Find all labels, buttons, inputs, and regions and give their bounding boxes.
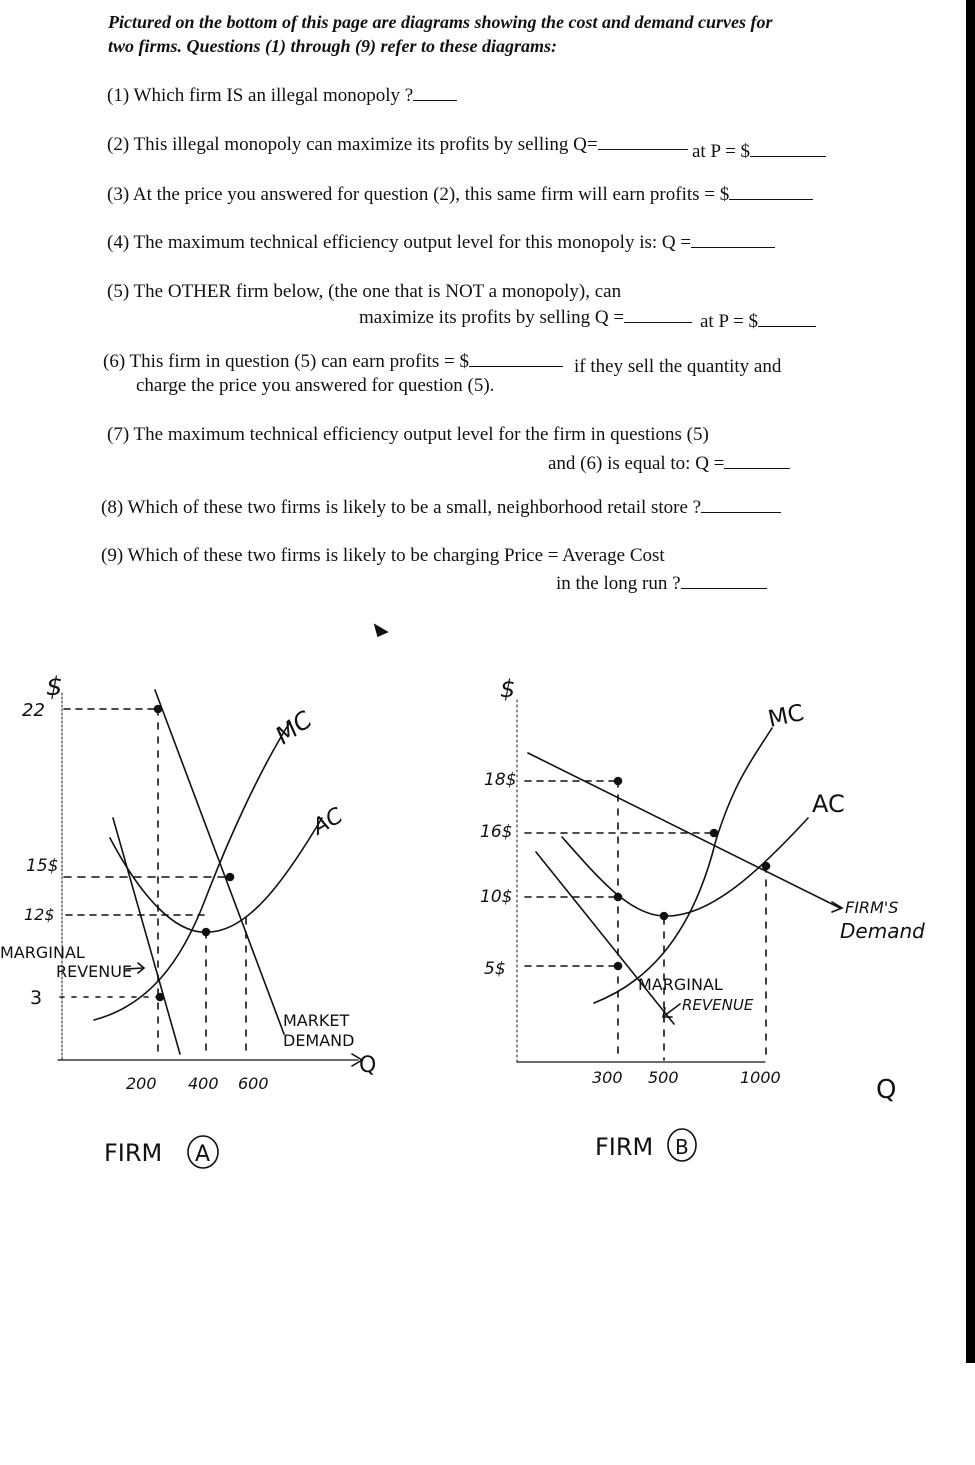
question-7-line-1: (7) The maximum technical efficiency output level for the firm in questions (5) <box>107 424 709 445</box>
firm-b-q-axis: Q <box>876 1075 897 1105</box>
question-9-line-2: in the long run ? <box>556 572 767 595</box>
point-mc-demand <box>227 874 234 881</box>
point-ac-300 <box>615 894 622 901</box>
firm-b-dollar-axis: $ <box>500 675 516 703</box>
firm-a-ac-label: AC <box>308 803 348 841</box>
question-5-line-2: maximize its profits by selling Q = <box>359 306 692 329</box>
intro-line-2: two firms. Questions (1) through (9) refer to these diagrams: <box>108 36 558 56</box>
question-3: (3) At the price you answered for question (2), this same firm will earn profits = $ <box>107 183 813 206</box>
qty-label-600: 600 <box>238 1074 269 1093</box>
mr-label-line-2: REVENUE <box>56 962 133 981</box>
question-2-price: at P = $ <box>692 140 826 163</box>
firm-b-ac-label: AC <box>812 790 845 818</box>
price-label-10: 10$ <box>480 887 513 907</box>
question-5-line-1: (5) The OTHER firm below, (the one that is NOT a monopoly), can <box>107 281 622 302</box>
point-mc-demand-b <box>711 830 718 837</box>
mr-arrow-b <box>664 1004 680 1016</box>
point-ac-demand <box>763 863 770 870</box>
question-7-line-2: and (6) is equal to: Q = <box>548 452 790 475</box>
question-6-line-1b: if they sell the quantity and <box>574 356 782 377</box>
qty-label-400: 400 <box>188 1074 219 1093</box>
firm-a-title: FIRM <box>104 1139 163 1167</box>
qty-label-1000: 1000 <box>740 1068 781 1087</box>
firm-a-dollar-axis: $ <box>46 672 63 702</box>
question-9-line-1: (9) Which of these two firms is likely to be charging Price = Average Cost <box>101 545 665 566</box>
mr-b-label-line-1: MARGINAL <box>638 975 723 994</box>
point-mc-mr-b <box>615 963 622 970</box>
firms-demand-label-2: Demand <box>840 919 925 943</box>
market-demand-label-2: DEMAND <box>283 1031 355 1050</box>
firm-a-letter: A <box>195 1142 211 1167</box>
firm-b-title: FIRM <box>595 1133 654 1161</box>
mr-label-line-1: MARGINAL <box>0 943 85 962</box>
price-label-3: 3 <box>30 987 43 1009</box>
question-5-price: at P = $ <box>700 310 816 333</box>
question-4: (4) The maximum technical efficiency output level for this monopoly is: Q = <box>107 231 775 254</box>
qty-label-300: 300 <box>592 1068 623 1087</box>
firm-a-mc-label: MC <box>270 705 318 750</box>
point-ac-min <box>203 929 210 936</box>
firm-a-diagram <box>58 690 362 1168</box>
market-demand-label-1: MARKET <box>283 1011 350 1030</box>
mc-curve-b <box>594 728 772 1003</box>
price-label-22: 22 <box>22 700 45 721</box>
mr-b-label-line-2: REVENUE <box>682 996 754 1014</box>
qty-label-500: 500 <box>648 1068 679 1087</box>
question-1: (1) Which firm IS an illegal monopoly ? <box>107 84 457 107</box>
question-2: (2) This illegal monopoly can maximize its profits by selling Q= <box>107 133 688 156</box>
price-label-15: 15$ <box>26 856 59 876</box>
price-label-5: 5$ <box>484 959 506 979</box>
question-8: (8) Which of these two firms is likely to be a small, neighborhood retail store ? <box>101 496 781 519</box>
marginal-revenue-curve <box>113 818 180 1054</box>
point-mc-mr <box>157 994 164 1001</box>
firm-b-letter: B <box>675 1135 689 1159</box>
intro-line-1: Pictured on the bottom of this page are diagrams showing the cost and demand curves for <box>108 12 773 32</box>
firms-demand-label-1: FIRM'S <box>845 898 899 917</box>
firms-demand-curve <box>528 753 840 908</box>
ink-mark <box>375 625 387 636</box>
point-demand-300 <box>615 778 622 785</box>
price-label-18: 18$ <box>484 770 517 790</box>
firm-a-q-axis: Q <box>359 1053 377 1078</box>
price-label-16: 16$ <box>480 822 513 842</box>
question-6-line-1: (6) This firm in question (5) can earn profits = $ <box>103 350 563 373</box>
point-demand-200 <box>155 706 162 713</box>
firm-b-mc-label: MC <box>765 699 807 733</box>
price-label-12: 12$ <box>24 905 55 924</box>
qty-label-200: 200 <box>126 1074 157 1093</box>
point-ac-min-b <box>661 913 668 920</box>
question-6-line-2: charge the price you answered for question (5). <box>136 375 495 396</box>
